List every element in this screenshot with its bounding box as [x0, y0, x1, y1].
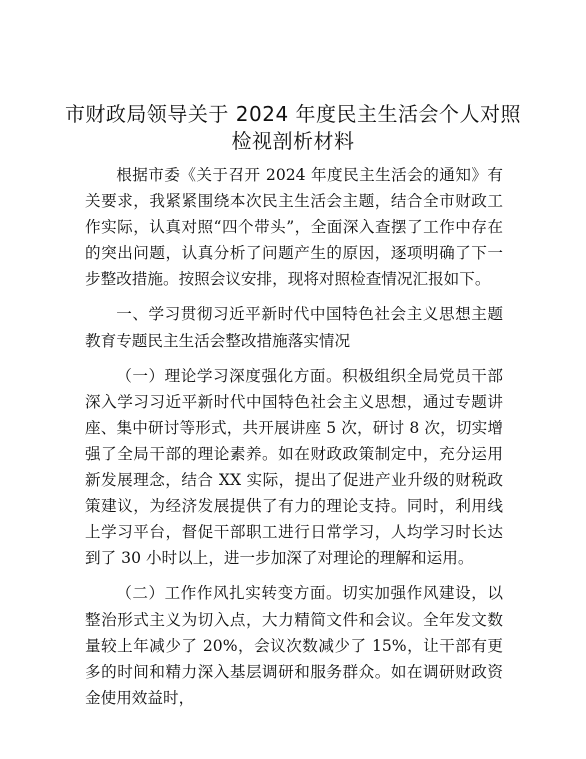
- document-body: [85, 162, 503, 720]
- paragraph-work-style: （二）工作作风扎实转变方面。切实加强作风建设，以整治形式主义为切入点，大力精简文件和会议。全年发文数量较上年减少了 20%，会议次数减少了 15%，让干部有更多的时间和精力深入基层调研和服务群众。如在调研财政资金使用效益时，: [85, 584, 503, 707]
- document-title: 市财政局领导关于 2024 年度民主生活会个人对照检视剖析材料: [64, 102, 522, 153]
- paragraph-theory-study: （一）理论学习深度强化方面。积极组织全局党员干部深入学习习近平新时代中国特色社会主义思想，通过专题讲座、集中研讨等形式，共开展讲座 5 次，研讨 8 次，切实增强了全局干部的理论素养。如在财政政策制定中，充分运用新发展理念，结合 XX 实际，提出了促进产业升级的财税政策建议，为经济发展提供了有力的理论支持。同时，利用线上学习平台，督促干部职工进行日常学习，人均学习时长达到了 30 小时以上，进一步加深了对理论的理解和运用。: [85, 366, 503, 568]
- paragraph-intro: 根据市委《关于召开 2024 年度民主生活会的通知》有关要求，我紧紧围绕本次民主生活会主题，结合全市财政工作实际，认真对照“四个带头”，全面深入查摆了工作中存在的突出问题，认真分析了问题产生的原因，逐项明确了下一步整改措施。按照会议安排，现将对照检查情况汇报如下。: [85, 166, 503, 289]
- section-heading-1: 一、学习贯彻习近平新时代中国特色社会主义思想主题教育专题民主生活会整改措施落实情况: [85, 305, 503, 350]
